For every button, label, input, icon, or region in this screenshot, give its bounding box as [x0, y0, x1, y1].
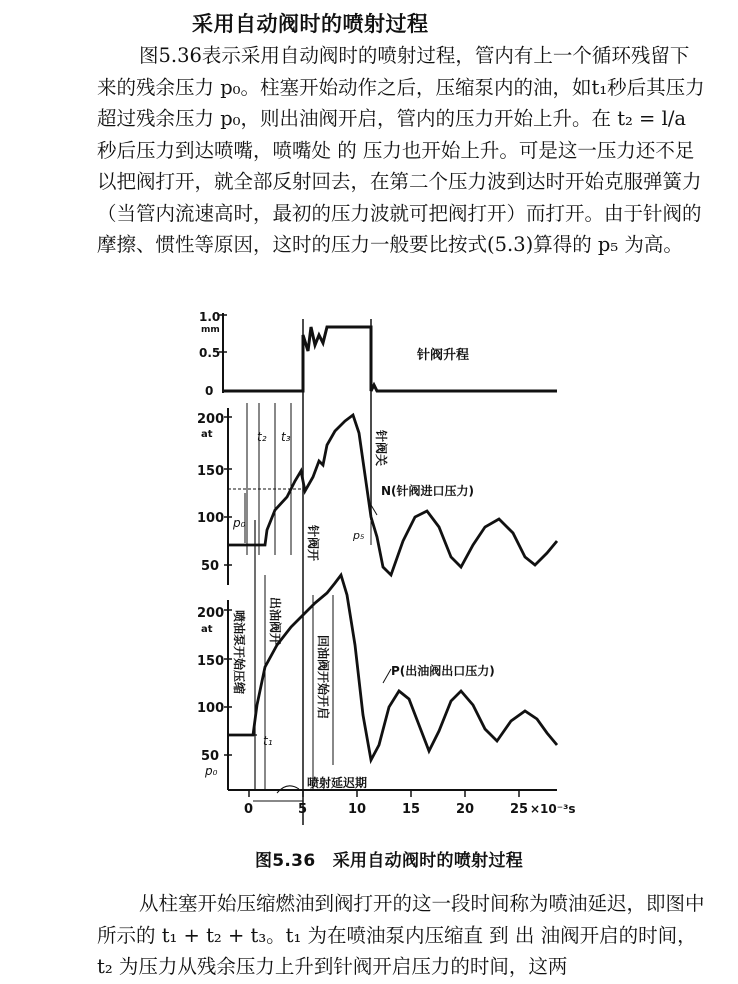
- paragraph-1: 图5.36表示采用自动阀时的喷射过程，管内有上一个循环残留下来的残余压力 p₀。柱塞开始动作之后，压缩泵内的油，如t₁秒后其压力超过残余压力 p₀，则出油阀开启，管内的压力开始上升。在 t₂ = l/a 秒后压力到达喷嘴，喷嘴处 的 压力也开始上升。可是这一压力还不足以把阀打开，就全部反射回去，在第二个压力波到达时开始克服弹簧力（当管内流速高时，最初的压力波就可把阀打开）而打开。由于针阀的摩擦、惯性等原因，这时的压力一般要比按式(5.3)算得的 p₅ 为高。: [97, 44, 705, 256]
- x-tick-5: 5: [298, 802, 308, 817]
- valve-open-label: 出油阀开: [268, 597, 282, 646]
- x-tick-20: 20: [456, 802, 475, 817]
- needle-tick-1: 1.0: [199, 310, 221, 324]
- return-open-label: 回油阀开始开启: [316, 635, 330, 720]
- t1-label: t₁: [263, 734, 273, 748]
- valve-pressure-panel: [197, 520, 557, 801]
- injection-process-figure: [195, 305, 595, 845]
- x-tick-0: 0: [244, 802, 254, 817]
- section-heading: 采用自动阀时的喷射过程: [192, 12, 429, 36]
- x-unit: ×10⁻³s: [530, 802, 576, 816]
- delay-label: 喷射延迟期: [307, 776, 368, 790]
- needle-tick-05: 0.5: [199, 346, 221, 360]
- x-tick-15: 15: [402, 802, 421, 817]
- needle-lift-curve: [223, 327, 557, 391]
- nozzle-unit: at: [201, 429, 213, 440]
- valve-tick-100: 100: [197, 701, 225, 716]
- valve-curve-label: P(出油阀出口压力): [391, 664, 495, 678]
- x-tick-10: 10: [348, 802, 367, 817]
- needle-close-label: 针阀关: [374, 430, 388, 467]
- nozzle-p0-label: p₀: [233, 516, 246, 530]
- figure-caption: 图5.36 采用自动阀时的喷射过程: [255, 851, 524, 871]
- needle-unit: mm: [201, 325, 220, 335]
- x-tick-25: 25: [510, 802, 529, 817]
- needle-tick-0: 0: [205, 384, 214, 398]
- nozzle-pressure-panel: [197, 403, 557, 585]
- nozzle-tick-200: 200: [197, 412, 225, 427]
- paragraph-2: 从柱塞开始压缩燃油到阀打开的这一段时间称为喷油延迟，即图中所示的 t₁ + t₂ + t₃。t₁ 为在喷油泵内压缩直 到 出 油阀开启的时间，t₂ 为压力从残余压力上升到针阀开启压力的时间，这两: [97, 892, 705, 978]
- valve-tick-150: 150: [197, 654, 225, 669]
- valve-tick-200: 200: [197, 606, 225, 621]
- pump-start-label: 喷油泵开始压缩: [232, 610, 246, 695]
- t3-label: t₃: [281, 430, 291, 444]
- nozzle-p5-label: p₅: [353, 529, 365, 542]
- nozzle-curve-label: N(针阀进口压力): [381, 484, 475, 498]
- valve-unit: at: [201, 624, 213, 635]
- nozzle-tick-150: 150: [197, 464, 225, 479]
- valve-p0-label: p₀: [205, 764, 218, 778]
- nozzle-tick-100: 100: [197, 511, 225, 526]
- valve-tick-50: 50: [201, 749, 220, 764]
- nozzle-tick-50: 50: [201, 559, 220, 574]
- needle-curve-label: 针阀升程: [417, 348, 470, 363]
- t2-label: t₂: [257, 430, 267, 444]
- needle-open-label: 针阀开: [306, 525, 320, 562]
- time-axis: [228, 790, 576, 817]
